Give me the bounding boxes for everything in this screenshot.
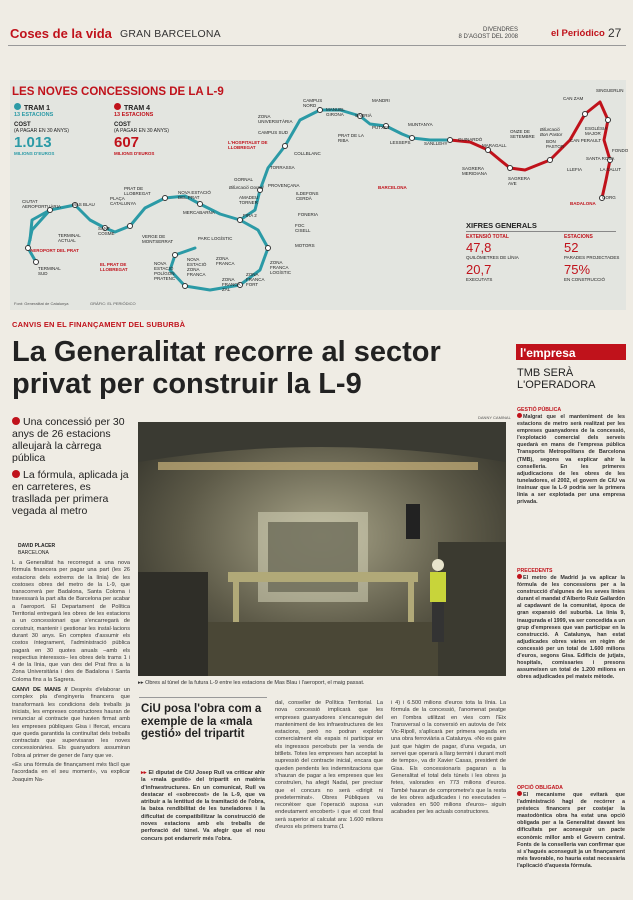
caption-arrow-icon: ▸▸ bbox=[138, 680, 146, 686]
bullet-icon bbox=[517, 413, 522, 418]
photo-credit: DANNY CAMINAL bbox=[478, 415, 511, 420]
tram1-cost-label: COST bbox=[14, 122, 31, 128]
zone-barcelona: BARCELONA bbox=[378, 185, 407, 190]
station-label: ESGLÉSIA MAJOR bbox=[585, 126, 608, 136]
zone-aeroport: AEROPORT DEL PRAT bbox=[30, 248, 79, 253]
station-label: SARRIÀ bbox=[355, 113, 372, 118]
photo-caption: ▸▸ Obres al túnel de la futura L-9 entre les estacions de Mas Blau i l'aeroport, el maig passat. bbox=[138, 680, 365, 686]
subsection-title: GRAN BARCELONA bbox=[120, 28, 221, 40]
station-label: MANDRI bbox=[372, 98, 390, 103]
station-label: LLEFIA bbox=[567, 167, 583, 172]
totals-rule bbox=[466, 231, 616, 232]
sidebar-section-3: OPCIÓ OBLIGADA El mecanisme que evitarà que l'administració hagi de recórrer a préstecs financers per costejar la mastodòntica obra ha estat una opció obligada per a la Generalitat davant les dificultats per aconseguir un pacte econòmic millor amb el Govern central. Fonts de la conselleria van confirmar que si s'hagués aconseguit ja un finançament més favorable, no hauria estat necessària l'aplicació d'aquesta fórmula. bbox=[517, 785, 625, 869]
dateline: BARCELONA bbox=[18, 550, 49, 556]
station-label: SANT COSME bbox=[98, 226, 115, 236]
station-label: MOTORS bbox=[295, 243, 315, 248]
sidebar-title: TMB SERÀ L'OPERADORA bbox=[517, 367, 596, 391]
station-label: CAMPUS SUD bbox=[258, 130, 289, 135]
station-label: MERCABARNA bbox=[183, 210, 215, 215]
totals-extension: EXTENSIÓ TOTAL 47,8 QUILÒMETRES DE LÍNIA 20,7 EXECUTATS bbox=[466, 234, 519, 282]
tram4-cost-label: COST bbox=[114, 122, 131, 128]
station-label: ZONA FRANCA FORT bbox=[246, 272, 265, 287]
station-label: SAGRERA MERIDIANA bbox=[462, 166, 488, 176]
article-body-col4: i 4) i 6.500 milions d'euros tota la línia. La fórmula de la concessió, l'anomenat peatge en l'ombra utilitzat en vies com l'Eix Transversal o la conversió en autovia de l'eix Vic-Ripoll, s'aplicarà per primera vegada en una obra ferroviària a Catalunya. «No es gaire just que hàgim de pagar, d'una vegada, un servei que operarà a llarg termini i durant molt de temps», va dir Xavier Casas, president de Gisa. Els concessionaris pagaran a la Generalitat el total dels túnels i les obres ja fetes, valorades en 773 milions d'euros. També hauran de comprometre's que la resta de les obres adjudicades i no executades –valorades en 500 milions d'euros– siguin acabades per les actuals constructores. bbox=[391, 700, 506, 816]
header-rule bbox=[8, 45, 626, 46]
infographic-credit: GRÀFIC: EL PERIÓDICO bbox=[90, 301, 136, 306]
station-label: TORRASSA bbox=[270, 165, 295, 170]
section-title: Coses de la vida bbox=[10, 26, 112, 41]
station-label: MANUEL GIRONA bbox=[326, 107, 345, 117]
newspaper-name: el Periódico bbox=[551, 28, 605, 39]
station-label: SANLLEHY bbox=[424, 141, 448, 146]
ciu-box-title: CiU posa l'obra com a exemple de la «mala gestió» del tripartit bbox=[141, 703, 262, 740]
station-label: MUNTANYA bbox=[408, 122, 433, 127]
station-label: MAS BLAU bbox=[72, 202, 95, 207]
page-number: 27 bbox=[608, 26, 622, 40]
zone-el-prat: EL PRAT DE LLOBREGAT bbox=[100, 262, 128, 272]
ciu-box-body: ▸▸ El diputat de CiU Josep Rull va criticar ahir la «mala gestió» del tripartit en matèria d'infraestructures. En un comunicat, Rull va destacar el «sobrecost» de la L-9, que va atribuir a la lentitud de la tramitació de l'obra, la baixa rendibilitat de les tuneladores i la dificultat de compatibilitzar la construcció de noves estacions amb els treballs de perforació del túnel. Va afegir que el nou concurs pot endarrerir més l'obra. bbox=[141, 770, 266, 842]
bullet-2: La fórmula, aplicada ja en carreteres, es trasllada per primera vegada al metro bbox=[12, 469, 129, 517]
tram4-label: TRAM 4 bbox=[114, 103, 204, 112]
station-label: FOC CISELL bbox=[295, 223, 311, 233]
station-label: ZONA FRANCA bbox=[216, 256, 235, 266]
station-label: GORG bbox=[602, 195, 616, 200]
station-label: PRAT DE LLOBREGAT bbox=[124, 186, 151, 196]
totals-stations: ESTACIONS 52 PARADES PROJECTADES 75% EN CONSTRUCCIÓ bbox=[564, 234, 620, 282]
station-label: ZONA FRANCA ZAL bbox=[222, 277, 241, 292]
station-label: CIUTAT AEROPORTUÀRIA bbox=[22, 199, 61, 209]
station-label: CAN PERAULT bbox=[570, 138, 602, 143]
infographic-title: LES NOVES CONCESSIONS DE LA L-9 bbox=[12, 86, 224, 98]
station-label: SINGUERLIN bbox=[596, 88, 624, 93]
article-kicker: CANVIS EN EL FINANÇAMENT DEL SUBURBÀ bbox=[12, 320, 186, 329]
station-label: TERMINAL ACTUAL bbox=[58, 233, 81, 243]
station-label: BON PASTOR bbox=[546, 139, 565, 149]
sidebar-tag: l'empresa bbox=[516, 344, 626, 360]
box-rule bbox=[139, 697, 267, 698]
station-label: SAGRERA AVE bbox=[508, 176, 530, 186]
tram1-cost-sub: (A PAGAR EN 30 ANYS) bbox=[14, 128, 69, 134]
station-label: FIRA 2 bbox=[243, 213, 257, 218]
bullet-1: Una concessió per 30 anys de 26 estacions alleujarà la càrrega pública bbox=[12, 416, 125, 464]
station-label: FONERIA bbox=[298, 212, 319, 217]
station-label: ZONA UNIVERSITÀRIA bbox=[258, 114, 293, 124]
tram4-units: MILIONS D'EUROS bbox=[114, 151, 155, 156]
station-label: SANTA ROSA bbox=[586, 156, 615, 161]
station-label: COLLBLANC bbox=[294, 151, 321, 156]
author: DAVID PLACER bbox=[18, 543, 56, 549]
tram1-cost-value: 1.013 bbox=[14, 134, 52, 151]
sidebar-section-1: GESTIÓ PÚBLICA Malgrat que el manteniment de les estacions de metro serà realitzat per les empreses guanyadores de la concessió, l'explotació comercial dels serveis quedarà en mans de l'empresa pública Transports Metropolitans de Barcelona (TMB), segons va explicar ahir la conselleria. En les primeres adjudicacions de les obres de les tuneladores, el 2002, el govern de CiU va insinuar que la L-9 podria ser la primera línia a ser explotada per una empresa privada. bbox=[517, 407, 625, 506]
station-label: ONZE DE SETEMBRE bbox=[510, 129, 535, 139]
station-label: LESSEPS bbox=[390, 140, 411, 145]
station-label: PUTXET bbox=[372, 125, 390, 130]
station-label: PROVENÇANA bbox=[268, 183, 300, 188]
tram4-cost-value: 607 bbox=[114, 134, 140, 151]
bullet-icon bbox=[12, 417, 20, 425]
zone-hospitalet: L'HOSPITALET DE LLOBREGAT bbox=[228, 140, 268, 150]
article-body-col1: L a Generalitat ha recorregut a una nova fórmula financera per pagar una part (les 26 estacions dels extrems de la línia) de les costoses obres del metro de la L-9, que transcorrerà per Badalona, Santa Coloma i travessarà la part alta de Barcelona per acabar a l'aeroport. El Departament de Política Territorial entregarà les obres de les estacions a un concessionari que s'encarregarà de construir, mantenir i gestionar les instal·lacions durant 30 anys. En comptes d'assumir els costos íntegrament, l'administració pública pagarà en 30 quotes anuals –amb els respectius interessos– les obres dels trams 1 i 4 de la línia, que van des del Prat fins a la Zona Universitària i des de Badalona i Santa Coloma fins a la Sagrera. CANVI DE MANS // Després d'elaborar un complex pla d'enginyeria financera que transformarà les condicions dels treballs ja iniciats, les empreses constructores hauran de renunciar al contracte que havien firmat amb les empreses públiques Gisa i Ifercat, encara que queda garantida la continuïtat dels treballs contractats que supervisaran les noves concessionàries. Els guanyadors assumiran l'obra al primer de gener de l'any que ve. «Es una fórmula de finançament més fàcil que l'acordada en el seu moment», va explicar Joaquim Na- bbox=[12, 560, 130, 783]
sidebar-section-2: PRECEDENTS El metro de Madrid ja va aplicar la fórmula de les concessions per a la construcció d'algunes de les seves línies durant el mandat d'Alberto Ruiz Gallardón al capdavant de la comunitat, època de gran expansió del suburbà. La línia 9, inaugurada el 1999, va ser concedida a un grup d'empreses que van participar en la construcció. A Catalunya, han estat adjudicades obres vàries en règim de concessió per un total de 1.600 milions d'euros, segons Gisa. Edificis de jutjats, hospitals, comissaries i presons assumeixen un total de 1.200 milions en obres adjudicades pel mateix mètode. bbox=[517, 568, 625, 681]
subhead: CANVI DE MANS // bbox=[12, 687, 68, 694]
station-label: PLAÇA CATALUNYA bbox=[110, 196, 137, 206]
issue-date: DIVENDRES 8 D'AGOST DEL 2008 bbox=[458, 27, 518, 40]
tram4-stations: 13 ESTACIONS bbox=[114, 112, 154, 118]
infographic-source: Font: Generalitat de Catalunya bbox=[14, 301, 69, 306]
station-label: PARC LOGÍSTIC bbox=[198, 236, 233, 241]
station-label: NOVA ESTACIÓ DEL PRAT bbox=[178, 190, 211, 200]
station-label: TERMINAL SUD bbox=[38, 266, 61, 276]
station-label: CAN ZAM bbox=[563, 96, 584, 101]
tram1-label: TRAM 1 bbox=[14, 103, 104, 112]
page-header bbox=[0, 0, 633, 48]
station-label: ZONA FRANCA LOGÍSTIC bbox=[270, 260, 292, 275]
station-label: VERGE DE MONTSERRAT bbox=[142, 234, 174, 244]
station-label: MARAGALL bbox=[482, 143, 507, 148]
article-body-col3: dal, conseller de Política Territorial. La nova concessió implicarà que les empreses guanyadores s'encarreguin del manteniment de les infraestructures de les estacions, però no podran explotar comercialment els espais ni participar en els ingressos percebuts per la venda de bitllets. Totes les empreses han acceptat la supressió del contracte inicial, encara que queden pendents les indemnitzacions que s'hauran de pagar a les empreses que les construïen, ha afegit Nadal, per precisar que el concurs no serà «dirigit ni predeterminat». Obres Públiques va reconèixer que l'operació suposa «un endeutament encobert» i que el cost final serà superior al calculat ara: 1.600 milions d'euros els primers trams (1 bbox=[275, 700, 383, 831]
station-label: ILDEFONS CERDÀ bbox=[296, 191, 319, 201]
station-label: NOVA ESTACIÓ ZONA FRANCA bbox=[187, 257, 207, 277]
article-headline: La Generalitat recorre al sector privat per construir la L-9 bbox=[12, 336, 441, 400]
bullet-icon bbox=[12, 470, 20, 478]
station-label: AMADEU TORNER bbox=[239, 195, 259, 205]
station-label: GUINARDÓ bbox=[458, 137, 483, 142]
bullet-icon bbox=[517, 791, 522, 796]
station-label: PRAT DE LA RIBA bbox=[338, 133, 364, 143]
interchange-label: Bifurcació Bon Pastor bbox=[540, 127, 563, 137]
interchange-label: Bifurcació Gornal bbox=[229, 185, 264, 190]
station-label: FONDO bbox=[612, 148, 629, 153]
tram1-units: MILIONS D'EUROS bbox=[14, 151, 55, 156]
tunnel-photo bbox=[138, 422, 506, 676]
station-label: NOVA ESTACIÓ POLÍGON PRATENC bbox=[154, 261, 176, 281]
bullet-icon bbox=[517, 574, 522, 579]
totals-title: XIFRES GENERALS bbox=[466, 221, 537, 230]
station-label: LA SALUT bbox=[600, 167, 622, 172]
tram4-cost-sub: (A PAGAR EN 30 ANYS) bbox=[114, 128, 169, 134]
article-bullets bbox=[12, 416, 132, 517]
tram1-stations: 13 ESTACIONS bbox=[14, 112, 54, 118]
station-label: GORNAL bbox=[234, 177, 254, 182]
station-label: CAMPUS NORD bbox=[303, 98, 323, 108]
zone-badalona: BADALONA bbox=[570, 201, 596, 206]
